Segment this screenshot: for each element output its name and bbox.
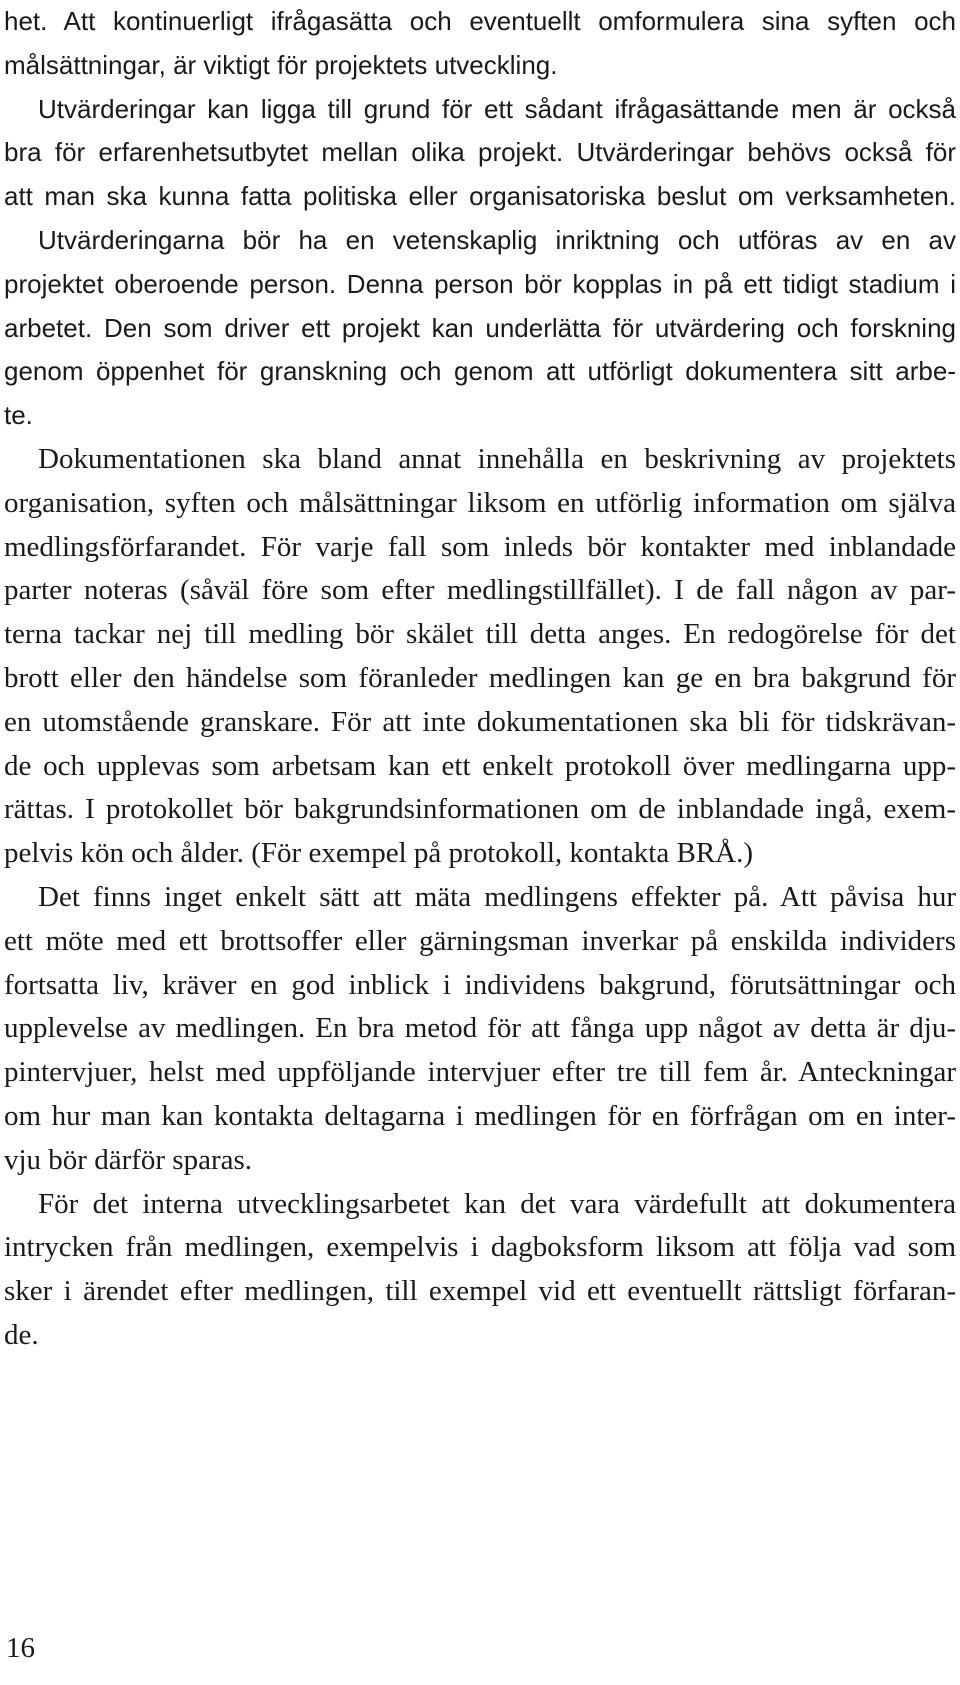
text-line: te. — [4, 400, 33, 431]
text-line: projektet oberoende person. Denna person bör kopplas in på ett tidigt stadium i — [4, 268, 956, 299]
text-line: het. Att kontinuerligt ifrågasätta och eventuellt omformulera sina syften och — [4, 6, 956, 36]
text-line: de och upplevas som arbetsam kan ett enkelt protokoll över medlingarna upp- — [4, 749, 956, 782]
text-line: arbetet. Den som driver ett projekt kan underlätta för utvärdering och forskning — [4, 312, 956, 343]
text-line: Dokumentationen ska bland annat innehålla en beskrivning av projektets — [38, 442, 956, 475]
page-body — [4, 0, 956, 1358]
text-line: Det finns inget enkelt sätt att mäta medlingens effekter på. Att påvisa hur — [38, 880, 956, 913]
text-line: de. — [4, 1318, 39, 1351]
text-line: genom öppenhet för granskning och genom att utförligt dokumentera sitt arbe- — [4, 356, 956, 387]
text-line: ett möte med ett brottsoffer eller gärningsman inverkar på enskilda individers — [4, 924, 956, 957]
text-line: att man ska kunna fatta politiska eller organisatoriska beslut om verksamheten. — [4, 181, 956, 212]
text-line: För det interna utvecklingsarbetet kan det vara värdefullt att dokumentera — [38, 1187, 956, 1220]
text-line: upplevelse av medlingen. En bra metod för att fånga upp något av detta är dju- — [4, 1012, 956, 1045]
text-line: parter noteras (såväl före som efter medlingstillfället). I de fall någon av par- — [4, 574, 956, 607]
text-line: bra för erfarenhetsutbytet mellan olika projekt. Utvärderingar behövs också för — [4, 137, 956, 168]
text-line: vju bör därför sparas. — [4, 1143, 253, 1176]
text-line: medlingsförfarandet. För varje fall som inleds bör kontakter med inblandade — [4, 530, 956, 563]
text-line: fortsatta liv, kräver en god inblick i individens bakgrund, förutsättningar och — [4, 968, 956, 1001]
text-line: om hur man kan kontakta deltagarna i medlingen för en förfrågan om en inter- — [4, 1099, 956, 1132]
text-line: pintervjuer, helst med uppföljande intervjuer efter tre till fem år. Anteckningar — [4, 1056, 956, 1089]
text-line: Utvärderingar kan ligga till grund för ett sådant ifrågasättande men är också — [38, 93, 956, 124]
text-line: målsättningar, är viktigt för projektets utveckling. — [4, 49, 558, 80]
text-line: organisation, syften och målsättningar liksom en utförlig information om själva — [4, 486, 956, 519]
text-line: Utvärderingarna bör ha en vetenskaplig inriktning och utföras av en av — [38, 224, 956, 255]
text-line: terna tackar nej till medling bör skälet till detta anges. En redogörelse för det — [4, 618, 956, 651]
text-line: en utomstående granskare. För att inte dokumentationen ska bli för tidskrävan- — [4, 705, 956, 738]
text-line: pelvis kön och ålder. (För exempel på protokoll, kontakta BRÅ.) — [4, 837, 754, 870]
text-line: brott eller den händelse som föranleder medlingen kan ge en bra bakgrund för — [4, 661, 956, 694]
page-number: 16 — [6, 1632, 35, 1664]
text-line: intrycken från medlingen, exempelvis i dagboksform liksom att följa vad som — [4, 1231, 956, 1264]
text-line: rättas. I protokollet bör bakgrundsinformationen om de inblandade ingå, exem- — [4, 793, 956, 826]
text-line: sker i ärendet efter medlingen, till exempel vid ett eventuellt rättsligt förfaran- — [4, 1275, 956, 1308]
